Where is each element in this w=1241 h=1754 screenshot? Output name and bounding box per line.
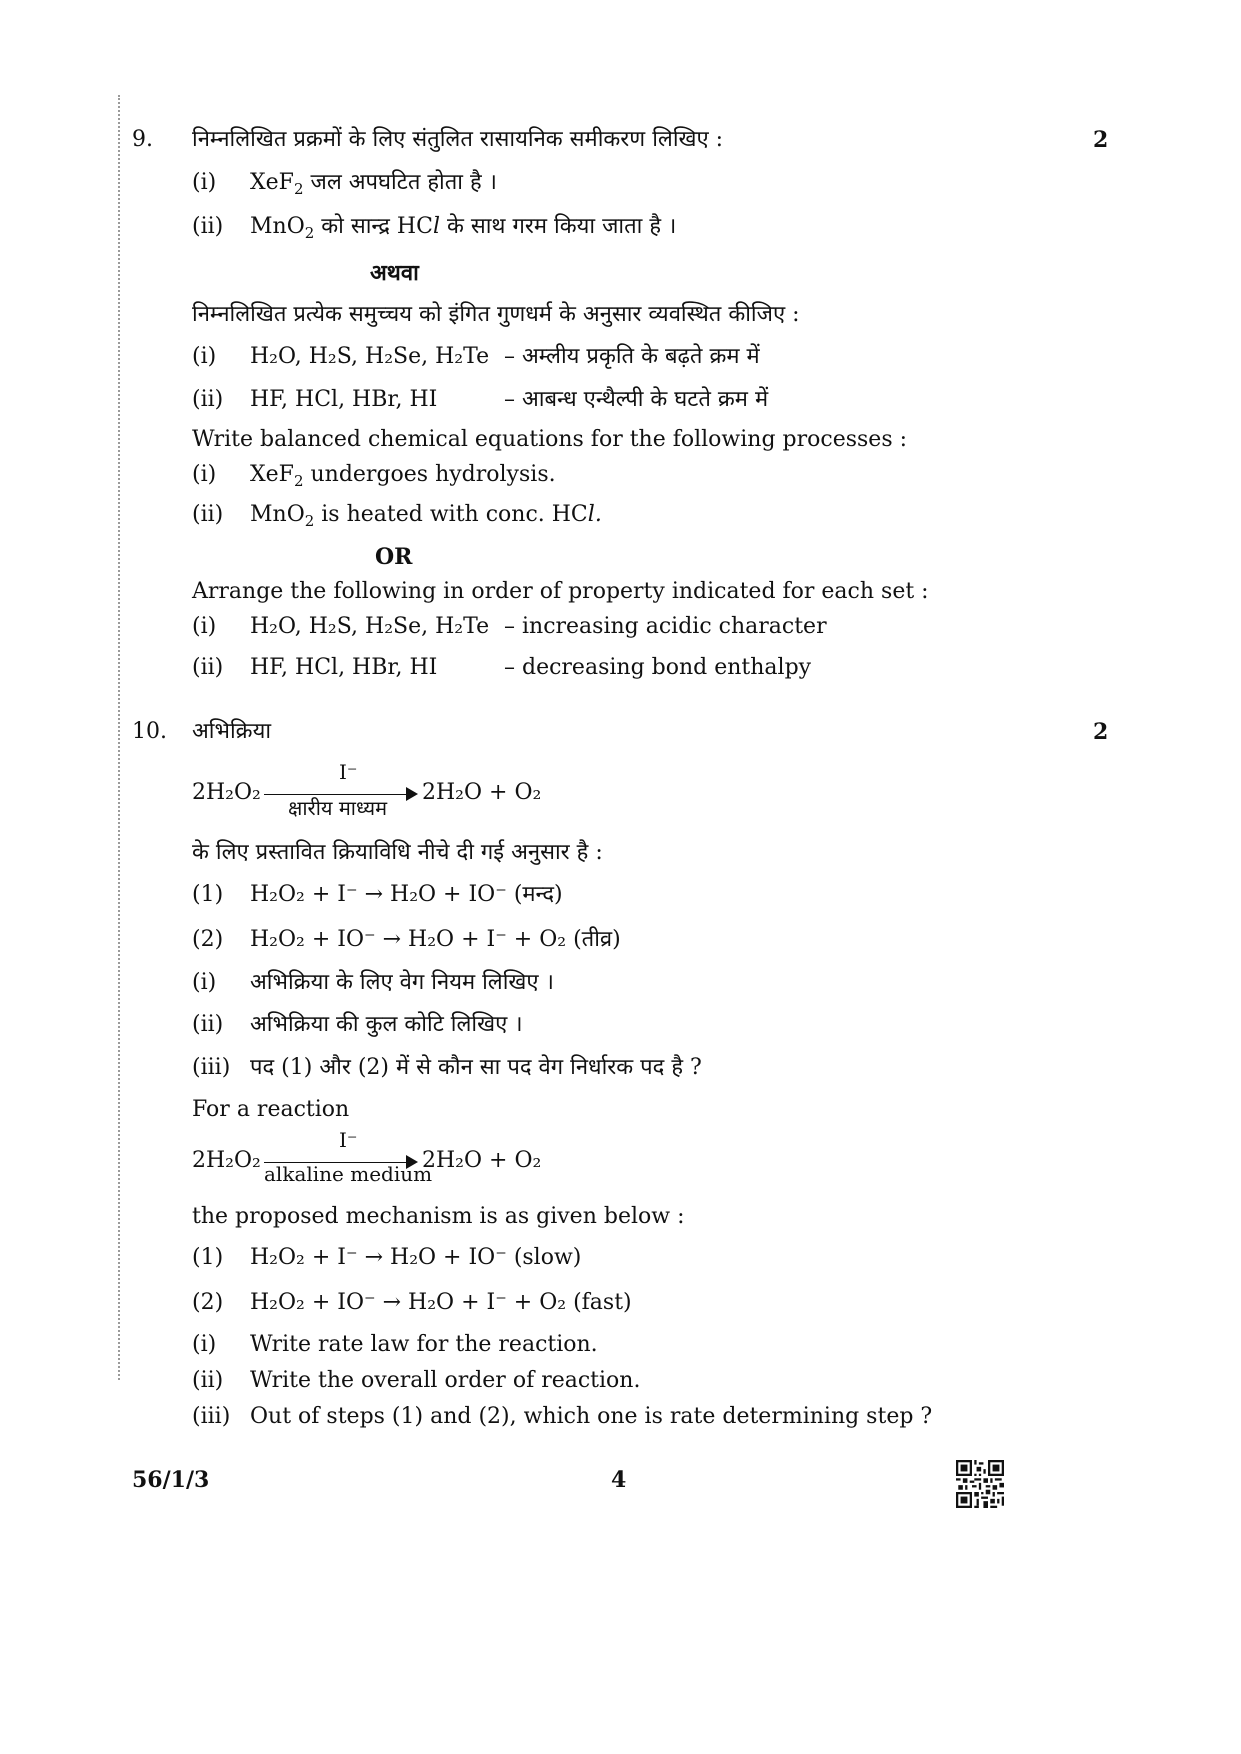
q10-number: 10. bbox=[132, 719, 167, 744]
q10-english-rx-rhs: 2H₂O + O₂ bbox=[422, 1148, 542, 1173]
q10-english-step1-tag: (slow) bbox=[513, 1245, 582, 1270]
q9-english-set-i bbox=[192, 612, 827, 642]
q9-english-i-label: (i) bbox=[192, 462, 217, 487]
q10-english-i-text: Write rate law for the reaction. bbox=[250, 1332, 598, 1357]
q9-english-set-ii-property: – decreasing bond enthalpy bbox=[504, 655, 812, 680]
q9-hindi-set-i-label: (i) bbox=[192, 344, 217, 369]
q10-hindi-rx-rhs: 2H₂O + O₂ bbox=[422, 780, 542, 805]
q9-hindi-set-i-formula: H₂O, H₂S, H₂Se, H₂Te bbox=[250, 344, 490, 369]
q10-hindi-part-ii bbox=[192, 1010, 523, 1040]
q10-english-rx-catalyst: I⁻ bbox=[339, 1128, 358, 1152]
q9-hindi-i-label: (i) bbox=[192, 170, 217, 195]
q9-hindi-ii-l: l bbox=[432, 214, 440, 239]
q10-english-part-iii bbox=[192, 1402, 932, 1432]
q10-hindi-rx-lhs: 2H₂O₂ bbox=[192, 780, 261, 805]
q9-hindi-i-formula: XeF bbox=[250, 170, 294, 195]
page-number: 4 bbox=[611, 1467, 627, 1493]
q9-english-set-ii bbox=[192, 653, 811, 683]
q10-hindi-ii-text: अभिक्रिया की कुल कोटि लिखिए । bbox=[250, 1012, 523, 1037]
q10-english-ii-text: Write the overall order of reaction. bbox=[250, 1368, 641, 1393]
q10-english-mech-intro: the proposed mechanism is as given below : bbox=[192, 1204, 685, 1229]
q10-english-step1 bbox=[192, 1243, 581, 1273]
q10-english-step2 bbox=[192, 1288, 632, 1318]
q9-hindi-ii-sub: 2 bbox=[304, 224, 315, 242]
q9-hindi-ii-text: को सान्द्र HC bbox=[314, 214, 433, 239]
q9-english-set-i-formula: H₂O, H₂S, H₂Se, H₂Te bbox=[250, 614, 490, 639]
q10-hindi-rx-catalyst: I⁻ bbox=[339, 760, 358, 784]
q10-english-ii-label: (ii) bbox=[192, 1368, 224, 1393]
q9-hindi-ii-text2: के साथ गरम किया जाता है । bbox=[439, 214, 677, 239]
q10-english-part-i bbox=[192, 1330, 598, 1360]
margin-rule bbox=[118, 95, 120, 1380]
q9-hindi-part-ii bbox=[192, 212, 676, 242]
q9-english-ii-l: l. bbox=[587, 502, 602, 527]
q9-english-intro: Write balanced chemical equations for the following processes : bbox=[192, 427, 908, 452]
q9-english-i-sub: 2 bbox=[293, 472, 304, 490]
q9-hindi-set-ii-property: – आबन्ध एन्थैल्पी के घटते क्रम में bbox=[504, 387, 769, 412]
q9-hindi-set-i-property: – अम्लीय प्रकृति के बढ़ते क्रम में bbox=[504, 344, 760, 369]
q9-english-ii-sub: 2 bbox=[304, 512, 315, 530]
q9-marks: 2 bbox=[1093, 127, 1109, 153]
q10-hindi-i-label: (i) bbox=[192, 970, 217, 995]
q10-english-part-ii bbox=[192, 1366, 640, 1396]
q9-hindi-set-ii-formula: HF, HCl, HBr, HI bbox=[250, 387, 438, 412]
q10-hindi-step1-label: (1) bbox=[192, 882, 224, 907]
q10-english-step1-label: (1) bbox=[192, 1245, 224, 1270]
q10-hindi-iii-text: पद (1) और (2) में से कौन सा पद वेग निर्धारक पद है ? bbox=[250, 1055, 702, 1080]
q9-hindi-part-i bbox=[192, 168, 497, 198]
q10-marks: 2 bbox=[1093, 719, 1109, 745]
q10-hindi-title: अभिक्रिया bbox=[192, 719, 272, 744]
q10-hindi-part-iii bbox=[192, 1053, 702, 1083]
q10-english-title: For a reaction bbox=[192, 1097, 350, 1122]
q9-english-i-text: undergoes hydrolysis. bbox=[303, 462, 556, 487]
q9-english-part-ii bbox=[192, 500, 602, 530]
q9-english-ii-label: (ii) bbox=[192, 502, 224, 527]
q9-hindi-or: अथवा bbox=[370, 260, 419, 286]
paper-code: 56/1/3 bbox=[132, 1467, 210, 1493]
q9-english-i-formula: XeF bbox=[250, 462, 294, 487]
q10-english-step2-tag: (fast) bbox=[573, 1290, 632, 1315]
q10-hindi-rx-medium: क्षारीय माध्यम bbox=[288, 796, 388, 820]
q9-hindi-intro: निम्नलिखित प्रक्रमों के लिए संतुलित रासायनिक समीकरण लिखिए : bbox=[192, 127, 724, 152]
q9-number: 9. bbox=[132, 127, 153, 152]
q10-english-iii-text: Out of steps (1) and (2), which one is rate determining step ? bbox=[250, 1404, 933, 1429]
q10-english-i-label: (i) bbox=[192, 1332, 217, 1357]
q10-hindi-rx-arrowhead bbox=[406, 787, 418, 801]
q10-english-step2-eq: H₂O₂ + IO⁻ → H₂O + I⁻ + O₂ bbox=[250, 1290, 567, 1315]
q10-hindi-step1-eq: H₂O₂ + I⁻ → H₂O + IO⁻ bbox=[250, 882, 507, 907]
q9-hindi-arrange: निम्नलिखित प्रत्येक समुच्चय को इंगित गुणधर्म के अनुसार व्यवस्थित कीजिए : bbox=[192, 302, 800, 327]
q10-english-step1-eq: H₂O₂ + I⁻ → H₂O + IO⁻ bbox=[250, 1245, 507, 1270]
q10-hindi-step2-label: (2) bbox=[192, 927, 224, 952]
q9-hindi-set-ii bbox=[192, 385, 768, 415]
q9-english-ii-formula: MnO bbox=[250, 502, 305, 527]
q10-english-step2-label: (2) bbox=[192, 1290, 224, 1315]
q10-english-rx-medium: alkaline medium bbox=[264, 1162, 433, 1186]
q9-english-or: OR bbox=[375, 544, 413, 570]
q9-hindi-set-ii-label: (ii) bbox=[192, 387, 224, 412]
q10-hindi-step1 bbox=[192, 880, 563, 910]
q9-english-set-ii-formula: HF, HCl, HBr, HI bbox=[250, 655, 438, 680]
q10-english-iii-label: (iii) bbox=[192, 1404, 231, 1429]
q10-hindi-step2-tag: (तीव्र) bbox=[573, 927, 621, 952]
q10-hindi-part-i bbox=[192, 968, 554, 998]
q10-hindi-iii-label: (iii) bbox=[192, 1055, 231, 1080]
q10-hindi-i-text: अभिक्रिया के लिए वेग नियम लिखिए । bbox=[250, 970, 554, 995]
q9-hindi-ii-label: (ii) bbox=[192, 214, 224, 239]
q10-hindi-ii-label: (ii) bbox=[192, 1012, 224, 1037]
q9-hindi-set-i bbox=[192, 342, 760, 372]
q10-hindi-step2 bbox=[192, 925, 621, 955]
q9-hindi-ii-formula: MnO bbox=[250, 214, 305, 239]
q10-english-reaction bbox=[192, 1128, 572, 1198]
q9-english-set-i-property: – increasing acidic character bbox=[504, 614, 827, 639]
q9-english-set-ii-label: (ii) bbox=[192, 655, 224, 680]
q9-english-part-i bbox=[192, 460, 556, 490]
q10-english-rx-lhs: 2H₂O₂ bbox=[192, 1148, 261, 1173]
q9-english-arrange: Arrange the following in order of property indicated for each set : bbox=[192, 579, 929, 604]
q10-hindi-step2-eq: H₂O₂ + IO⁻ → H₂O + I⁻ + O₂ bbox=[250, 927, 567, 952]
q9-english-ii-text: is heated with conc. HC bbox=[314, 502, 588, 527]
q9-english-set-i-label: (i) bbox=[192, 614, 217, 639]
q9-hindi-i-text: जल अपघटित होता है । bbox=[303, 170, 497, 195]
q10-hindi-step1-tag: (मन्द) bbox=[513, 882, 563, 907]
q10-hindi-reaction bbox=[192, 760, 572, 830]
q9-hindi-i-sub: 2 bbox=[293, 180, 304, 198]
qr-code-icon bbox=[956, 1460, 1004, 1508]
q10-hindi-mech-intro: के लिए प्रस्तावित क्रियाविधि नीचे दी गई अनुसार है : bbox=[192, 840, 603, 865]
